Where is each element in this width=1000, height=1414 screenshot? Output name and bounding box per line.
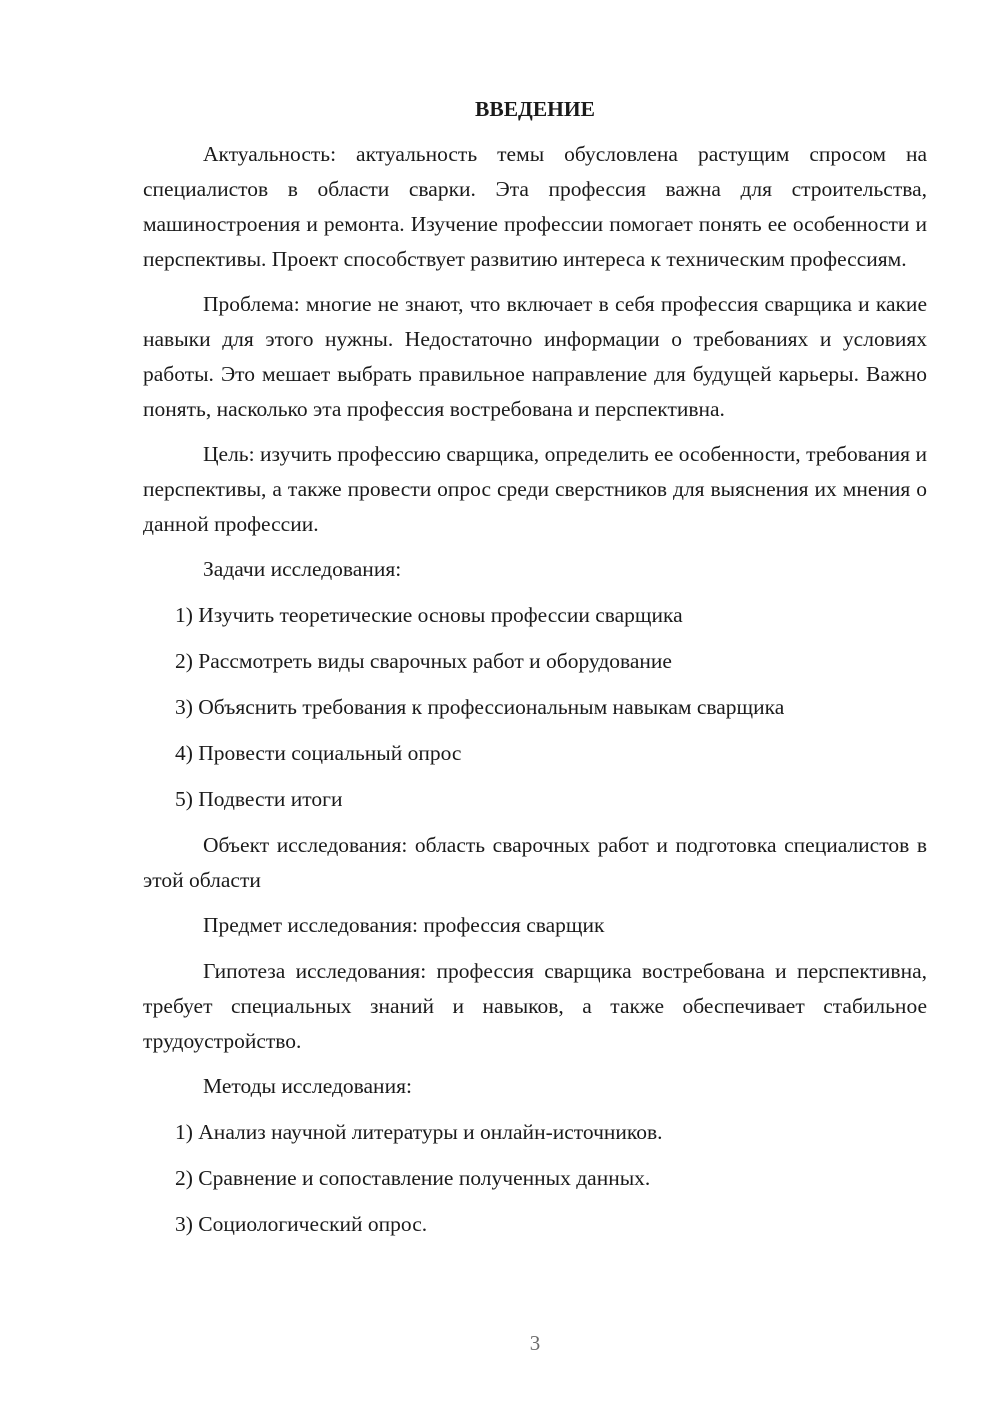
page-number: 3 [529, 1331, 541, 1355]
list-item: 4) Провести социальный опрос [175, 741, 462, 765]
list-item: 3) Объяснить требования к профессиональным навыкам сварщика [175, 695, 785, 719]
object-paragraph: Объект исследования: область сварочных работ и подготовка специалистов в этой области [143, 833, 927, 892]
list-item: 5) Подвести итоги [175, 787, 343, 811]
list-item: 2) Сравнение и сопоставление полученных данных. [175, 1166, 651, 1190]
tasks-list [143, 598, 927, 817]
page-title: ВВЕДЕНИЕ [475, 97, 595, 121]
relevance-paragraph: Актуальность: актуальность темы обусловлена растущим спросом на специалистов в области сварки. Эта профессия важна для строительства, машиностроения и ремонта. Изучение профессии помогает понять ее особенности и перспективы. Проект способствует развитию интереса к техническим профессиям. [143, 142, 927, 271]
subject-paragraph: Предмет исследования: профессия сварщик [203, 913, 605, 937]
list-item: 1) Изучить теоретические основы профессии сварщика [175, 603, 683, 627]
methods-heading: Методы исследования: [203, 1074, 412, 1098]
problem-paragraph: Проблема: многие не знают, что включает в себя профессия сварщика и какие навыки для этого нужны. Недостаточно информации о требованиях и условиях работы. Это мешает выбрать правильное направление для будущей карьеры. Важно понять, насколько эта профессия востребована и перспективна. [143, 292, 927, 421]
list-item: 2) Рассмотреть виды сварочных работ и оборудование [175, 649, 672, 673]
list-item: 3) Социологический опрос. [175, 1212, 428, 1236]
document-page [143, 92, 927, 1253]
tasks-heading: Задачи исследования: [203, 557, 402, 581]
list-item: 1) Анализ научной литературы и онлайн-источников. [175, 1120, 663, 1144]
methods-list [143, 1115, 927, 1242]
goal-paragraph: Цель: изучить профессию сварщика, определить ее особенности, требования и перспективы, а также провести опрос среди сверстников для выяснения их мнения о данной профессии. [143, 442, 927, 536]
hypothesis-paragraph: Гипотеза исследования: профессия сварщика востребована и перспективна, требует специальных знаний и навыков, а также обеспечивает стабильное трудоустройство. [143, 959, 927, 1053]
